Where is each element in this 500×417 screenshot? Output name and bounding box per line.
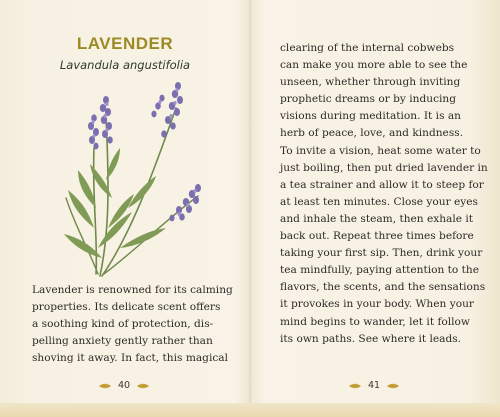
text-line: can make you more able to see the — [280, 59, 468, 72]
text-line: flavors, the scents, and the sensations — [280, 281, 486, 294]
text-line: back out. Repeat three times before — [280, 230, 474, 243]
text-line: at least ten minutes. Close your eyes — [280, 195, 478, 208]
lavender-illustration — [58, 78, 208, 283]
text-line: prophetic dreams or by inducing — [280, 93, 457, 106]
text-line: visions during meditation. It is an — [280, 110, 462, 123]
text-line: tea mindfully, paying attention to the — [280, 264, 480, 277]
text-line: To invite a vision, heat some water to — [280, 144, 481, 157]
text-line: and inhale the steam, then exhale it — [280, 212, 474, 225]
text-line: it provokes in your body. When your — [280, 298, 474, 311]
leaf-ornament-icon — [136, 383, 150, 389]
leaf-ornament-icon — [348, 383, 362, 389]
text-line: mind begins to wander, let it follow — [280, 315, 470, 328]
text-line: pelling anxiety gently rather than — [32, 335, 213, 348]
right-body-text — [280, 40, 488, 348]
text-line: shoving it away. In fact, this magical — [32, 352, 228, 365]
text-line: unseen, whether through inviting — [280, 76, 461, 89]
text-line: herb of peace, love, and kindness. — [280, 127, 464, 140]
leaf-ornament-icon — [98, 383, 112, 389]
text-line: a soothing kind of protection, dis- — [32, 318, 214, 331]
leaf-ornament-icon — [386, 383, 400, 389]
text-line: just boiling, then put dried lavender in — [280, 161, 488, 174]
page-number: 41 — [367, 380, 381, 391]
text-line: its own paths. See where it leads. — [280, 332, 462, 345]
page-number-left — [94, 380, 154, 391]
text-line: properties. Its delicate scent offers — [32, 301, 221, 314]
latin-name: Lavandula angustifolia — [59, 58, 191, 72]
page-number-right — [344, 380, 404, 391]
text-line: a tea strainer and allow it to steep for — [280, 178, 484, 191]
page-edge — [0, 403, 500, 417]
left-body-text — [32, 282, 233, 367]
right-page — [250, 0, 500, 403]
text-line: clearing of the internal cobwebs — [280, 42, 455, 54]
left-page — [0, 0, 250, 403]
herb-title: LAVENDER — [76, 34, 174, 53]
page-number: 40 — [117, 380, 131, 391]
text-line: taking your first sip. Then, drink your — [280, 247, 483, 260]
text-line: Lavender is renowned for its calming — [32, 284, 233, 296]
